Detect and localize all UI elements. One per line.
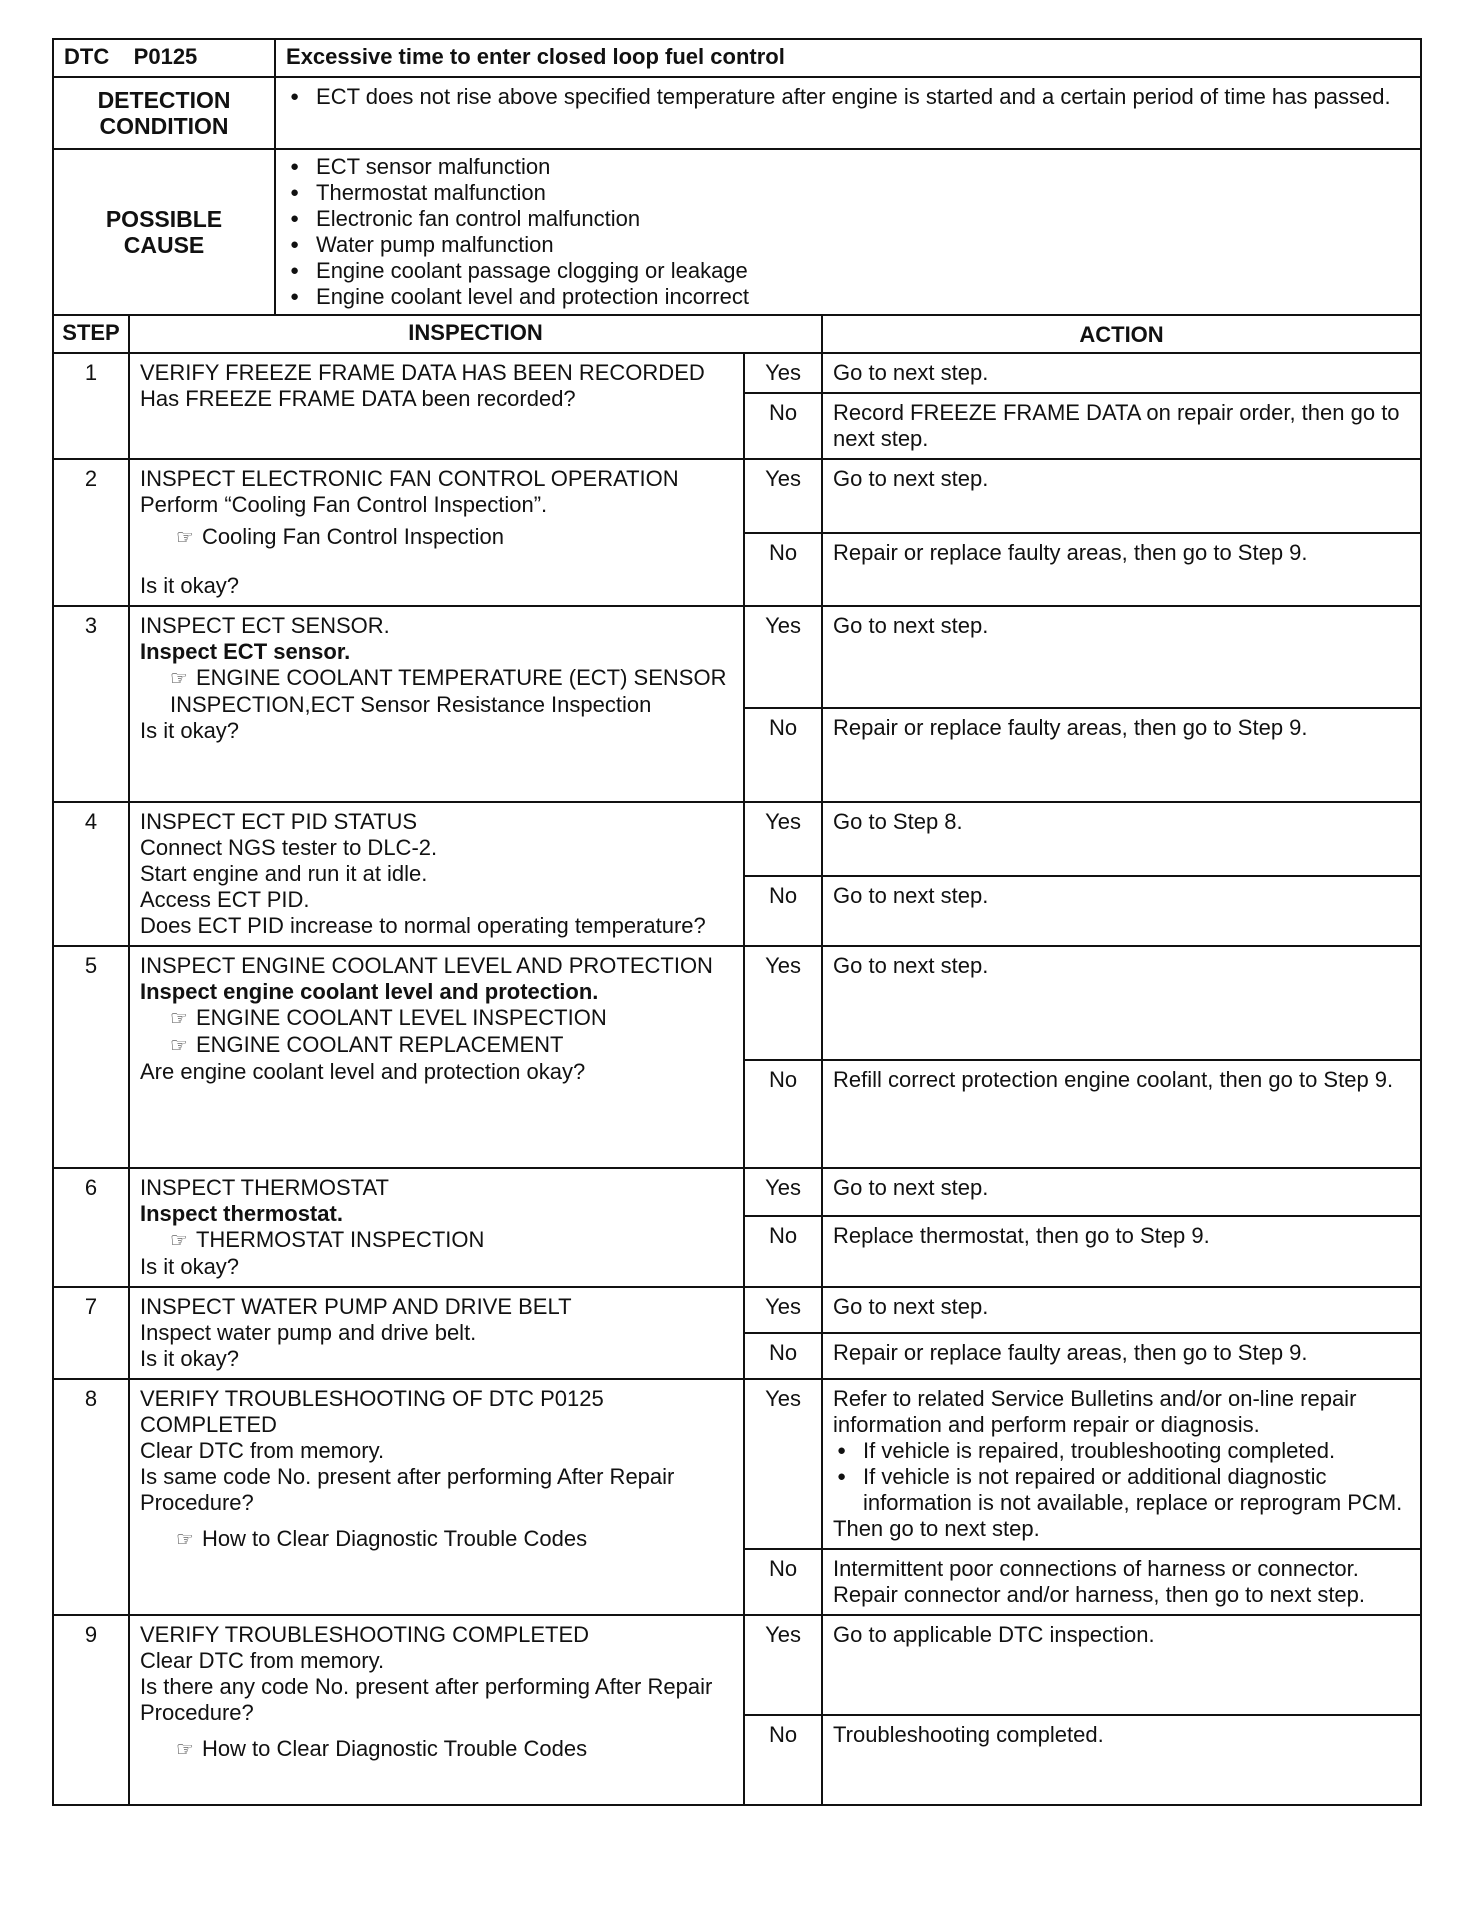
no-label: No (744, 1549, 822, 1615)
inspection-question: Is it okay? (140, 718, 240, 743)
inspection-line: Connect NGS tester to DLC-2. (140, 835, 438, 860)
inspection-bold-line: Inspect engine coolant level and protection. (140, 979, 599, 1004)
cause-label-line2: CAUSE (123, 232, 205, 258)
yes-label: Yes (744, 1168, 822, 1216)
step-row (53, 459, 1421, 533)
yes-label: Yes (744, 946, 822, 1060)
inspection-line: Has FREEZE FRAME DATA been recorded? (140, 386, 576, 411)
inspection-line: Clear DTC from memory. (140, 1438, 385, 1463)
cause-item: ● Engine coolant level and protection incorrect (286, 284, 1410, 310)
step-row (53, 1615, 1421, 1715)
no-label: No (744, 1060, 822, 1168)
step-row (53, 1379, 1421, 1549)
cause-item: ● Electronic fan control malfunction (286, 206, 1410, 232)
no-label: No (744, 1715, 822, 1805)
step-number: 4 (53, 802, 129, 946)
detection-condition-row (53, 77, 1421, 149)
inspection-line: INSPECT WATER PUMP AND DRIVE BELT (140, 1294, 572, 1319)
dtc-code: P0125 (133, 44, 198, 69)
yes-label: Yes (744, 1287, 822, 1333)
inspection-line: Perform “Cooling Fan Control Inspection”. (140, 492, 548, 517)
reference-text: How to Clear Diagnostic Trouble Codes (201, 1526, 588, 1551)
detection-label-line1: DETECTION (97, 87, 231, 113)
yes-action-bullet: ● If vehicle is not repaired or additional diagnostic information is not available, replace or reprogram PCM. (833, 1464, 1410, 1516)
inspection-line: INSPECT ELECTRONIC FAN CONTROL OPERATION (140, 466, 679, 491)
inspection-question: Is it okay? (140, 573, 240, 598)
no-action: Repair or replace faulty areas, then go to Step 9. (822, 1333, 1421, 1379)
yes-label: Yes (744, 1379, 822, 1549)
pointing-hand-icon: ☞ (176, 1739, 194, 1761)
detection-text: ● ECT does not rise above specified temperature after engine is started and a certain period of time has passed. (286, 84, 1410, 110)
no-label: No (744, 708, 822, 802)
no-label: No (744, 533, 822, 607)
reference-text: Cooling Fan Control Inspection (201, 524, 504, 549)
reference-link[interactable] (140, 1032, 733, 1059)
no-action: Record FREEZE FRAME DATA on repair order, then go to next step. (822, 393, 1421, 459)
inspection-question: Is it okay? (140, 1254, 240, 1279)
yes-action-bullet: ● If vehicle is repaired, troubleshooting completed. (833, 1438, 1410, 1464)
step-number: 7 (53, 1287, 129, 1379)
cause-item: ● Water pump malfunction (286, 232, 1410, 258)
no-action: Replace thermostat, then go to Step 9. (822, 1216, 1421, 1287)
reference-link[interactable] (140, 1736, 733, 1763)
inspection-line: Clear DTC from memory. (140, 1648, 385, 1673)
step-row (53, 1168, 1421, 1216)
yes-action-outro: Then go to next step. (833, 1516, 1040, 1541)
reference-link[interactable] (140, 1227, 733, 1254)
yes-label: Yes (744, 606, 822, 708)
no-label: No (744, 1216, 822, 1287)
reference-text: ENGINE COOLANT REPLACEMENT (195, 1032, 564, 1057)
inspection-line: Does ECT PID increase to normal operating temperature? (140, 913, 706, 938)
step-number: 9 (53, 1615, 129, 1805)
no-action: Refill correct protection engine coolant, then go to Step 9. (822, 1060, 1421, 1168)
yes-label: Yes (744, 353, 822, 393)
step-number: 6 (53, 1168, 129, 1287)
step-column-header: STEP (53, 315, 129, 353)
inspection-line: Access ECT PID. (140, 887, 310, 912)
cause-label-line1: POSSIBLE (105, 206, 223, 232)
inspection-bold-line: Inspect thermostat. (140, 1201, 343, 1226)
inspection-bold-line: Inspect ECT sensor. (140, 639, 351, 664)
inspection-column-header: INSPECTION (129, 315, 822, 353)
yes-label: Yes (744, 802, 822, 876)
dtc-procedure-document (52, 38, 1420, 1806)
cause-item: ● Engine coolant passage clogging or leakage (286, 258, 1410, 284)
step-row (53, 1287, 1421, 1333)
no-action: Go to next step. (822, 876, 1421, 946)
pointing-hand-icon: ☞ (170, 668, 188, 690)
pointing-hand-icon: ☞ (170, 1008, 188, 1030)
reference-link[interactable] (140, 1526, 733, 1553)
step-row (53, 802, 1421, 876)
possible-cause-row (53, 149, 1421, 315)
no-label: No (744, 1333, 822, 1379)
no-action: Troubleshooting completed. (822, 1715, 1421, 1805)
inspection-line: Start engine and run it at idle. (140, 861, 428, 886)
yes-action: Go to next step. (822, 606, 1421, 708)
yes-action: Go to next step. (822, 353, 1421, 393)
no-action: Repair or replace faulty areas, then go to Step 9. (822, 533, 1421, 607)
inspection-line: VERIFY FREEZE FRAME DATA HAS BEEN RECORDED (140, 360, 705, 385)
reference-link[interactable] (140, 665, 733, 718)
inspection-line: VERIFY TROUBLESHOOTING COMPLETED (140, 1622, 590, 1647)
inspection-question: Are engine coolant level and protection okay? (140, 1059, 586, 1084)
dtc-table (52, 38, 1422, 1806)
inspection-line: INSPECT THERMOSTAT (140, 1175, 389, 1200)
reference-link[interactable] (140, 1005, 733, 1032)
detection-label-line2: CONDITION (99, 113, 229, 139)
inspection-line: Is there any code No. present after performing After Repair Procedure? (140, 1674, 713, 1725)
yes-action: Go to next step. (822, 946, 1421, 1060)
inspection-line: Is it okay? (140, 1346, 240, 1371)
pointing-hand-icon: ☞ (170, 1230, 188, 1252)
step-row (53, 606, 1421, 708)
inspection-line: Inspect water pump and drive belt. (140, 1320, 477, 1345)
inspection-line: INSPECT ENGINE COOLANT LEVEL AND PROTECTION (140, 953, 713, 978)
yes-action: Go to next step. (822, 459, 1421, 533)
no-label: No (744, 393, 822, 459)
yes-action: Go to next step. (822, 1168, 1421, 1216)
yes-action: Go to next step. (822, 1287, 1421, 1333)
cause-item: ● ECT sensor malfunction (286, 154, 1410, 180)
step-number: 8 (53, 1379, 129, 1615)
dtc-label: DTC (64, 44, 110, 69)
yes-label: Yes (744, 1615, 822, 1715)
no-action: Repair or replace faulty areas, then go to Step 9. (822, 708, 1421, 802)
inspection-line: INSPECT ECT SENSOR. (140, 613, 390, 638)
yes-action: Go to Step 8. (822, 802, 1421, 876)
step-row (53, 353, 1421, 393)
yes-label: Yes (744, 459, 822, 533)
pointing-hand-icon: ☞ (170, 1035, 188, 1057)
no-label: No (744, 876, 822, 946)
dtc-title: Excessive time to enter closed loop fuel control (275, 39, 1421, 77)
column-header-row (53, 315, 1421, 353)
step-number: 2 (53, 459, 129, 606)
step-row (53, 946, 1421, 1060)
reference-text: ENGINE COOLANT TEMPERATURE (ECT) SENSOR INSPECTION,ECT Sensor Resistance Inspection (170, 665, 727, 717)
dtc-header-row (53, 39, 1421, 77)
no-action: Intermittent poor connections of harness or connector. Repair connector and/or harness, then go to next step. (822, 1549, 1421, 1615)
reference-text: THERMOSTAT INSPECTION (195, 1227, 485, 1252)
pointing-hand-icon: ☞ (176, 527, 194, 549)
yes-action-intro: Refer to related Service Bulletins and/or on-line repair information and perform repair or diagnosis. (833, 1386, 1357, 1437)
reference-text: How to Clear Diagnostic Trouble Codes (201, 1736, 588, 1761)
step-number: 5 (53, 946, 129, 1168)
pointing-hand-icon: ☞ (176, 1529, 194, 1551)
inspection-line: INSPECT ECT PID STATUS (140, 809, 418, 834)
step-number: 1 (53, 353, 129, 459)
inspection-line: Is same code No. present after performing After Repair Procedure? (140, 1464, 675, 1515)
reference-link[interactable] (140, 524, 733, 551)
inspection-line: VERIFY TROUBLESHOOTING OF DTC P0125 COMPLETED (140, 1386, 604, 1437)
step-number: 3 (53, 606, 129, 802)
cause-item: ● Thermostat malfunction (286, 180, 1410, 206)
action-column-header: ACTION (822, 315, 1421, 353)
yes-action: Go to applicable DTC inspection. (822, 1615, 1421, 1715)
reference-text: ENGINE COOLANT LEVEL INSPECTION (195, 1005, 607, 1030)
